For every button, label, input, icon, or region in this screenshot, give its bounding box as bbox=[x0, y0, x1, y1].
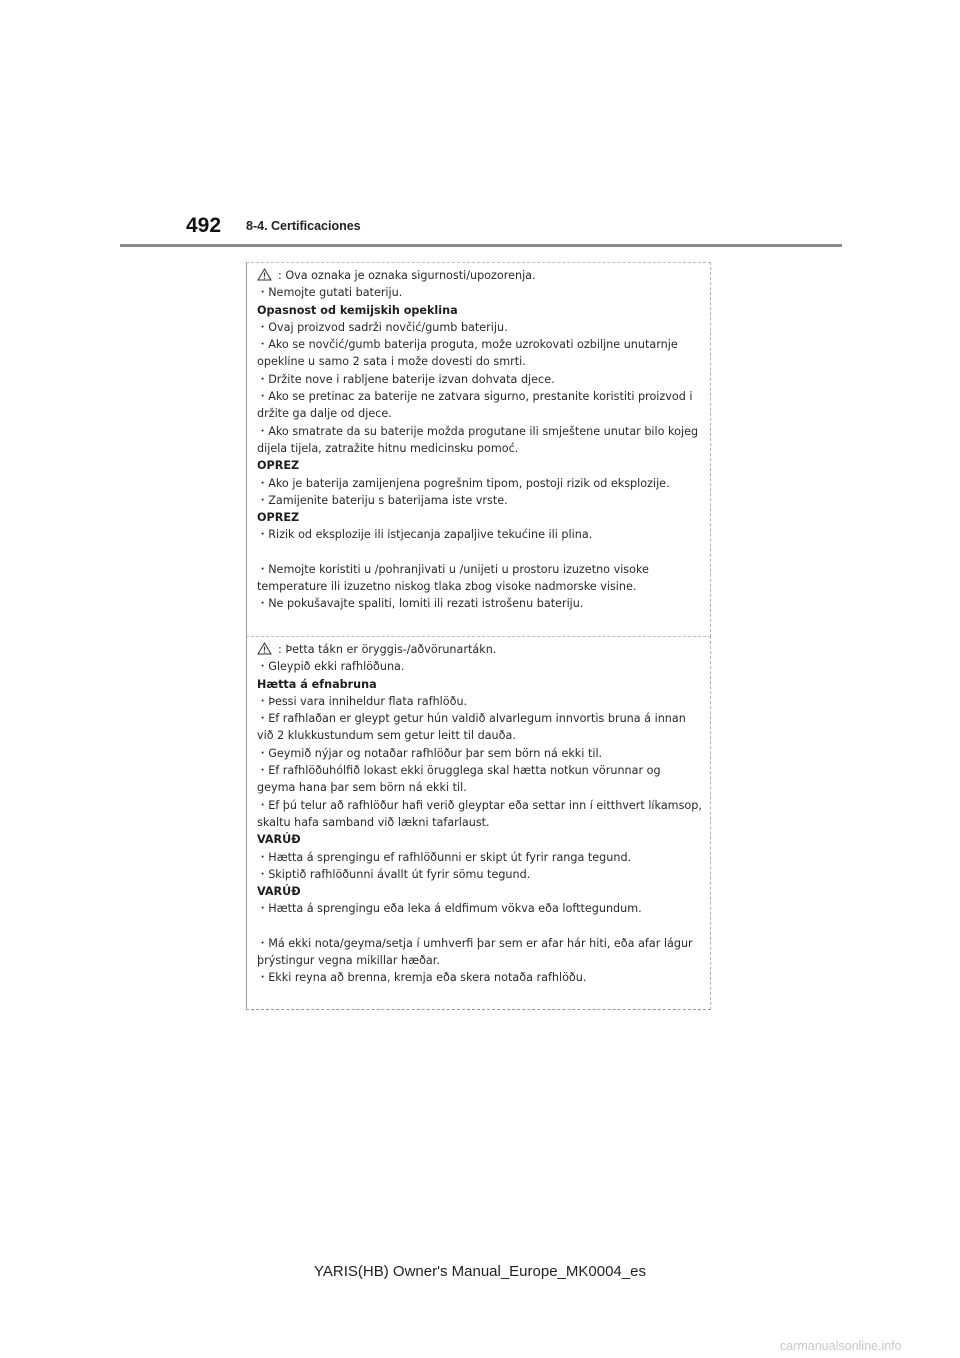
label-heading: OPREZ bbox=[257, 511, 300, 525]
label-spacer bbox=[257, 544, 702, 561]
warning-triangle-icon bbox=[257, 642, 272, 655]
label-line: ・Ef rafhlaðan er gleypt getur hún valdið alvarlegum innvortis bruna á innan við 2 klukkustundum sem getur leitt til dauða. bbox=[257, 712, 686, 743]
icelandic-warning-label bbox=[246, 636, 711, 1010]
label-heading: Opasnost od kemijskih opeklina bbox=[257, 303, 458, 317]
label-line: ・Ef þú telur að rafhlöður hafi verið gleyptar eða settar inn í eitthvert líkamsop, skaltu hafa samband við lækni tafarlaust. bbox=[257, 798, 702, 829]
croatian-intro-text: : Ova oznaka je oznaka sigurnosti/upozorenja. bbox=[278, 269, 536, 282]
label-line: ・Rizik od eksplozije ili istjecanja zapaljive tekućine ili plina. bbox=[257, 528, 593, 542]
label-line: ・Ekki reyna að brenna, kremja eða skera notaða rafhlöðu. bbox=[257, 971, 587, 985]
label-line: ・Ef rafhlöðuhólfið lokast ekki örugglega skal hætta notkun vörunnar og geyma hana þar sem börn ná ekki til. bbox=[257, 764, 661, 795]
label-line: ・Držite nove i rabljene baterije izvan dohvata djece. bbox=[257, 372, 555, 386]
site-watermark: carmanualsonline.info bbox=[780, 1339, 902, 1353]
icelandic-label-lines bbox=[257, 658, 702, 986]
label-line: ・Má ekki nota/geyma/setja í umhverfi þar sem er afar hár hiti, eða afar lágur þrýstingur vegna mikillar hæðar. bbox=[257, 936, 693, 968]
croatian-label-lines bbox=[257, 284, 702, 612]
page-number: 492 bbox=[186, 214, 222, 237]
label-line: ・Nemojte gutati bateriju. bbox=[257, 286, 403, 300]
label-heading: Hætta á efnabruna bbox=[257, 677, 377, 691]
label-line: ・Geymið nýjar og notaðar rafhlöður þar sem börn ná ekki til. bbox=[257, 746, 603, 760]
label-line: ・Gleypið ekki rafhlöðuna. bbox=[257, 660, 405, 674]
label-line: ・Ako se pretinac za baterije ne zatvara sigurno, prestanite koristiti proizvod i držite ga dalje od djece. bbox=[257, 390, 693, 421]
header-rule bbox=[120, 244, 842, 247]
croatian-warning-label bbox=[246, 262, 711, 637]
label-line: ・Ako smatrate da su baterije možda progutane ili smještene unutar bilo kojeg dijela tijela, zatražite hitnu medicinsku pomoć. bbox=[257, 424, 699, 455]
label-heading: VARÚÐ bbox=[257, 885, 301, 899]
label-spacer bbox=[257, 918, 702, 935]
manual-footer: YARIS(HB) Owner's Manual_Europe_MK0004_es bbox=[314, 1263, 646, 1280]
label-line: ・Hætta á sprengingu ef rafhlöðunni er skipt út fyrir ranga tegund. bbox=[257, 850, 632, 864]
label-heading: OPREZ bbox=[257, 459, 300, 473]
label-line: ・Ako se novčić/gumb baterija proguta, može uzrokovati ozbiljne unutarnje opekline u samo 2 sata i može dovesti do smrti. bbox=[257, 338, 678, 369]
label-heading: VARÚÐ bbox=[257, 833, 301, 847]
label-line: ・Ne pokušavajte spaliti, lomiti ili rezati istrošenu bateriju. bbox=[257, 597, 584, 611]
label-line: ・Nemojte koristiti u /pohranjivati u /unijeti u prostoru izuzetno visoke temperature ili izuzetno niskog tlaka zbog visoke nadmorske visine. bbox=[257, 562, 649, 594]
label-line: ・Hætta á sprengingu eða leka á eldfimum vökva eða lofttegundum. bbox=[257, 902, 642, 916]
label-line: ・Zamijenite bateriju s baterijama iste vrste. bbox=[257, 493, 508, 507]
label-line: ・Ako je baterija zamijenjena pogrešnim tipom, postoji rizik od eksplozije. bbox=[257, 476, 670, 490]
label-line: ・Þessi vara inniheldur flata rafhlöðu. bbox=[257, 694, 468, 708]
icelandic-intro-text: : Þetta tákn er öryggis-/aðvörunartákn. bbox=[278, 643, 497, 656]
label-line: ・Skiptið rafhlöðunni ávallt út fyrir sömu tegund. bbox=[257, 867, 531, 881]
croatian-intro-line bbox=[257, 267, 702, 284]
label-line: ・Ovaj proizvod sadrži novčić/gumb bateriju. bbox=[257, 320, 508, 334]
section-title: 8-4. Certificaciones bbox=[246, 219, 361, 233]
warning-triangle-icon bbox=[257, 268, 272, 281]
icelandic-intro-line bbox=[257, 641, 702, 658]
